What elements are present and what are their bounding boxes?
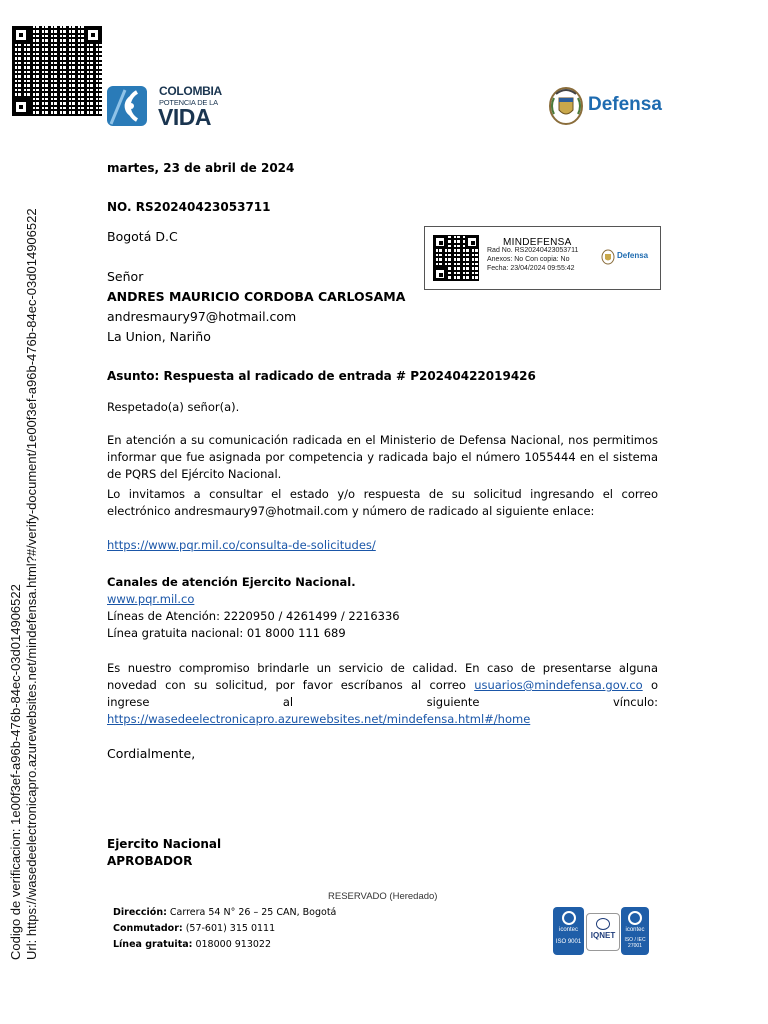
colombia-logo-icon	[107, 84, 149, 128]
iqnet-badge	[586, 913, 620, 951]
letter-date: martes, 23 de abril de 2024	[107, 161, 295, 175]
channels-title: Canales de atención Ejercito Nacional.	[107, 575, 356, 589]
consulta-link[interactable]: https://www.pqr.mil.co/consulta-de-solicitudes/	[107, 538, 376, 552]
cert1-std: ISO 9001	[555, 939, 582, 945]
recipient-location: La Union, Nariño	[107, 329, 211, 344]
free-line-label: Línea gratuita:	[113, 939, 193, 950]
stamp-fecha: Fecha: 23/04/2024 09:55:42	[487, 265, 575, 272]
verification-qr-code	[12, 26, 102, 116]
address-label: Dirección:	[113, 907, 167, 918]
coat-of-arms-icon	[546, 84, 586, 128]
channels-free-line: Línea gratuita nacional: 01 8000 111 689	[107, 626, 346, 640]
stamp-qr-code	[433, 235, 479, 281]
verification-code: Codigo de verificacion: 1e00f3ef-a96b-476b-84ec-03d014906522	[8, 584, 23, 960]
paragraph-3-text-a: Es nuestro compromiso brindarle un servicio de calidad. En caso de presentarse alguna novedad con su solicitud, por favor escríbanos al correo	[107, 661, 658, 692]
cert1-name: icontec	[558, 927, 578, 933]
icontec-iso27001-badge	[621, 907, 649, 955]
colombia-logo-text-bottom: VIDA	[158, 104, 211, 130]
stamp-defensa-logo: Defensa	[617, 251, 649, 260]
signature-block	[107, 836, 221, 870]
signer-org: Ejercito Nacional	[107, 837, 222, 851]
colombia-logo	[107, 84, 222, 130]
footer-contact	[113, 905, 336, 953]
paragraph-3	[107, 660, 658, 728]
radicado-stamp	[424, 226, 661, 290]
icontec-iso9001-badge	[553, 907, 584, 955]
cert3-name: icontec	[625, 927, 645, 933]
home-link[interactable]: https://wasedeelectronicapro.azurewebsites.net/mindefensa.html#/home	[107, 712, 531, 726]
letter-greeting: Respetado(a) señor(a).	[107, 400, 240, 414]
channels-block	[107, 574, 400, 642]
paragraph-3-text-b: o ingrese al siguiente vínculo:	[107, 678, 658, 709]
letter-subject: Asunto: Respuesta al radicado de entrada # P20240422019426	[107, 369, 536, 383]
channels-lines: Líneas de Atención: 2220950 / 4261499 / 2216336	[107, 609, 400, 623]
stamp-coat-of-arms-icon	[601, 249, 615, 265]
free-line-value: 018000 913022	[192, 939, 272, 950]
stamp-rad-number: Rad No. RS20240423053711	[487, 247, 579, 254]
colombia-logo-text-top: COLOMBIA	[159, 84, 222, 98]
cert2-name: IQNET	[590, 931, 616, 940]
defensa-logo	[546, 84, 666, 128]
verification-url[interactable]: Url: https://wasedeelectronicapro.azurewebsites.net/mindefensa.html?#/verify-document/1e00f3ef-a96b-476b-84ec-03d014906522	[24, 208, 39, 960]
closing: Cordialmente,	[107, 746, 196, 761]
phone-label: Conmutador:	[113, 923, 183, 934]
letter-number: NO. RS20240423053711	[107, 200, 271, 214]
address-value: Carrera 54 N° 26 – 25 CAN, Bogotá	[166, 907, 337, 918]
verification-sidebar	[8, 208, 40, 960]
recipient-email: andresmaury97@hotmail.com	[107, 309, 297, 324]
classification-label: RESERVADO (Heredado)	[328, 891, 438, 902]
phone-value: (57-601) 315 0111	[182, 923, 276, 934]
colombia-logo-text-mid: POTENCIA DE LA	[159, 98, 218, 107]
recipient-block	[107, 267, 405, 347]
signer-role: APROBADOR	[107, 854, 193, 868]
channels-web-link[interactable]: www.pqr.mil.co	[107, 592, 195, 606]
paragraph-1: En atención a su comunicación radicada en el Ministerio de Defensa Nacional, nos permitimos informar que fue asignada por competencia y radicada bajo el número 1055444 en el sistema de PQRS del Ejército Nacional.	[107, 433, 658, 481]
recipient-title: Señor	[107, 269, 144, 284]
letter-city: Bogotá D.C	[107, 229, 178, 244]
defensa-logo-text: Defensa	[588, 94, 662, 115]
stamp-anexos: Anexos: No Con copia: No	[487, 256, 570, 263]
recipient-name: ANDRES MAURICIO CORDOBA CARLOSAMA	[107, 289, 406, 304]
support-email-link[interactable]: usuarios@mindefensa.gov.co	[474, 678, 643, 692]
stamp-title: MINDEFENSA	[503, 237, 572, 248]
paragraph-2: Lo invitamos a consultar el estado y/o respuesta de su solicitud ingresando el correo electrónico andresmaury97@hotmail.com y número de radicado al siguiente enlace:	[107, 487, 658, 518]
cert3-std: ISO / IEC 27001	[624, 937, 646, 949]
